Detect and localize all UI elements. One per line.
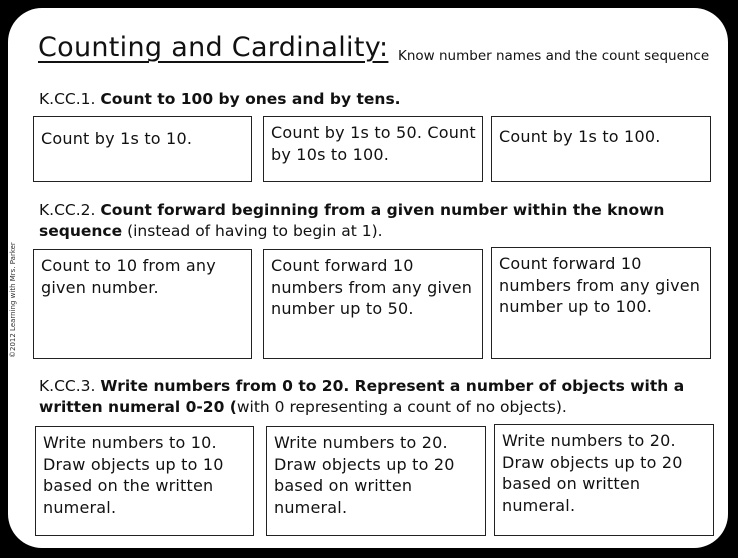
skill-text: Count to 10 from any given number.	[41, 256, 216, 297]
worksheet-card	[8, 8, 728, 548]
skill-box	[35, 426, 254, 536]
skill-box	[491, 116, 711, 182]
standard-text: Count forward beginning from a given number within the known sequence	[39, 201, 665, 240]
skill-box	[494, 424, 714, 536]
standard-code: K.CC.2.	[39, 201, 96, 219]
skill-text: Count forward 10 numbers from any given number up to 50.	[271, 256, 473, 318]
skill-box	[33, 116, 252, 182]
skill-box	[491, 247, 711, 359]
skill-box	[263, 249, 483, 359]
standard-kcc2	[39, 200, 709, 242]
skill-box	[33, 249, 252, 359]
page-subtitle: Know number names and the count sequence	[398, 48, 710, 64]
skill-box	[263, 116, 483, 182]
skill-text: Count forward 10 numbers from any given number up to 100.	[499, 254, 701, 316]
skill-text: Count by 1s to 50. Count by 10s to 100.	[271, 123, 476, 164]
standard-note: (instead of having to begin at 1).	[127, 222, 383, 240]
skill-text: Write numbers to 20. Draw objects up to 20 based on written numeral.	[274, 433, 455, 517]
page-title: Counting and Cardinality:	[38, 32, 389, 63]
standard-kcc3	[39, 376, 709, 418]
skill-text: Write numbers to 20. Draw objects up to 20 based on written numeral.	[502, 431, 683, 515]
standard-note: with 0 representing a count of no objects).	[236, 398, 567, 416]
standard-text: Count to 100 by ones and by tens.	[100, 90, 401, 108]
copyright-notice: ©2012 Learning with Mrs. Parker	[9, 242, 17, 358]
standard-code: K.CC.3.	[39, 377, 96, 395]
skill-text: Write numbers to 10. Draw objects up to 10 based on the written numeral.	[43, 433, 224, 517]
skill-text: Count by 1s to 10.	[41, 129, 193, 148]
standard-text: Write numbers from 0 to 20. Represent a number of objects with a written numeral 0-20 (	[39, 377, 685, 416]
skill-box	[266, 426, 486, 536]
skill-text: Count by 1s to 100.	[499, 127, 661, 146]
standard-kcc1	[39, 89, 709, 110]
standard-code: K.CC.1.	[39, 90, 96, 108]
